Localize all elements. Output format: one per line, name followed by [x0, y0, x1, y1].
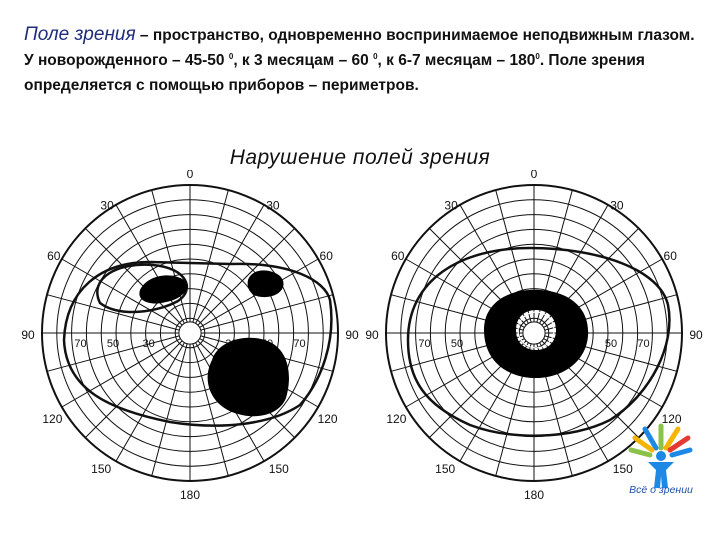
ring-label: 70	[418, 338, 431, 350]
sunburst-icon	[631, 426, 690, 455]
angle-label: 60	[319, 249, 333, 263]
intro-text-4: . Поле зрения определяется с помощью приборов – периметров.	[24, 52, 645, 94]
ring-label: 70	[637, 338, 650, 350]
angle-label: 30	[266, 198, 280, 213]
angle-label: 0	[530, 170, 538, 181]
angle-label: 90	[21, 328, 35, 342]
logo-caption: Всё о зрении	[629, 484, 693, 496]
angle-label: 90	[345, 328, 359, 342]
angle-label: 90	[365, 328, 379, 342]
scotoma-upper-right	[248, 270, 284, 297]
intro-text-3: , к 6-7 месяцам – 180	[377, 52, 536, 69]
grid-spoke	[85, 341, 182, 438]
ring-label: 50	[604, 338, 618, 350]
field-boundary	[64, 262, 331, 426]
angle-label: 30	[100, 198, 114, 213]
grid-spoke	[201, 295, 333, 330]
angle-label: 60	[391, 249, 405, 263]
ring-label: 50	[106, 338, 120, 350]
diagram-title: Нарушение полей зрения	[229, 146, 491, 169]
intro-paragraph	[24, 22, 696, 98]
angle-label: 120	[661, 411, 682, 426]
angle-label: 0	[186, 170, 194, 181]
ring-label: 50	[450, 338, 464, 350]
grid-spoke	[116, 343, 184, 462]
scotoma-dot	[559, 336, 567, 346]
center-ring	[179, 322, 201, 344]
angle-label: 150	[612, 462, 633, 477]
degree-mark-1: 0	[228, 51, 234, 61]
angle-label: 120	[42, 411, 63, 426]
angle-label: 150	[268, 462, 289, 477]
ring-label: 30	[142, 338, 155, 350]
degree-mark-2: 0	[373, 51, 378, 61]
degree-mark-3: 0	[535, 51, 540, 61]
angle-label: 60	[663, 249, 677, 263]
center-ring	[523, 322, 545, 344]
perimetry-charts	[0, 170, 720, 510]
angle-label: 180	[523, 488, 545, 502]
angle-label: 30	[610, 198, 624, 213]
scotoma-annular	[484, 290, 588, 378]
ring-label: 70	[74, 338, 87, 350]
intro-text-1: – пространство, одновременно воспринимаемое неподвижным глазом. У новорожденного – 45-50	[24, 27, 695, 69]
intro-text-2: , к 3 месяцам – 60	[233, 52, 374, 69]
angle-label: 120	[386, 411, 407, 426]
angle-label: 60	[47, 249, 61, 263]
perimetry-chart-1	[21, 170, 359, 502]
grid-spoke	[152, 344, 187, 476]
angle-label: 30	[444, 198, 458, 213]
angle-label: 150	[435, 462, 456, 477]
angle-label: 150	[91, 462, 112, 477]
grid-spoke	[193, 190, 228, 322]
angle-label: 90	[689, 328, 703, 342]
intro-term: Поле зрения	[24, 24, 136, 45]
angle-label: 180	[179, 488, 201, 502]
scotoma-lower	[208, 338, 289, 417]
angle-label: 120	[317, 411, 338, 426]
ring-label: 70	[293, 338, 306, 350]
